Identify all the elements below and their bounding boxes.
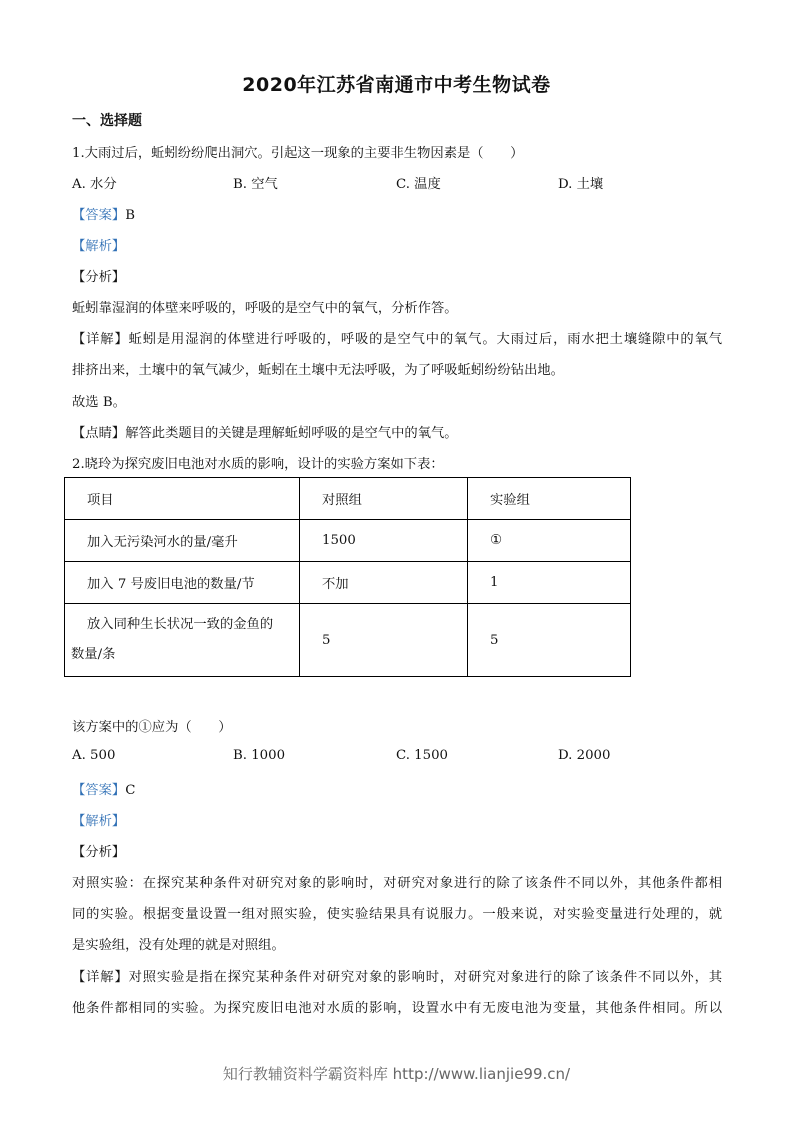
table-cell (65, 604, 300, 677)
tip-text: 解答此类题目的关键是理解蚯蚓呼吸的是空气中的氧气。 (125, 426, 458, 441)
q1-option-d: D. 土壤 (558, 177, 604, 192)
q1-answer (72, 204, 135, 223)
q2-detail-line-1 (72, 966, 722, 985)
q2-analysis-label: 【解析】 (72, 814, 126, 829)
q2-question: 该方案中的①应为（ ） (72, 720, 232, 735)
q2-fenxi-line-2: 同的实验。根据变量设置一组对照实验，使实验结果具有说服力。一般来说，对实验变量进行处理的，就 (72, 907, 722, 922)
q1-detail-line-2: 排挤出来，土壤中的氧气减少，蚯蚓在土壤中无法呼吸，为了呼吸蚯蚓纷纷钻出地。 (72, 363, 564, 378)
detail-text: 对照实验是指在探究某种条件对研究对象的影响时，对研究对象进行的除了该条件不同以外，其 (128, 970, 723, 985)
q1-fenxi-label: 【分析】 (72, 270, 126, 285)
table-row (65, 520, 631, 562)
q2-option-b: B. 1000 (233, 748, 286, 763)
table-cell: 5 (468, 604, 631, 677)
q1-choose: 故选 B。 (72, 395, 126, 410)
experiment-table (64, 477, 631, 677)
table-cell: 不加 (300, 562, 468, 604)
table-cell: ① (468, 520, 631, 562)
answer-label: 【答案】 (72, 783, 126, 798)
table-header-cell: 项目 (65, 478, 300, 520)
table-header-row (65, 478, 631, 520)
page-title: 2020年江苏省南通市中考生物试卷 (242, 74, 551, 96)
table-cell: 1 (468, 562, 631, 604)
table-row (65, 604, 631, 677)
table-cell-line: 数量/条 (71, 647, 116, 662)
q1-tip (72, 422, 458, 441)
table-cell: 1500 (300, 520, 468, 562)
table-row (65, 562, 631, 604)
q2-answer (72, 779, 135, 798)
q1-fenxi-text: 蚯蚓靠湿润的体壁来呼吸的，呼吸的是空气中的氧气，分析作答。 (72, 301, 458, 316)
footer-watermark: 知行教辅资料学霸资料库 http://www.lianjie99.cn/ (222, 1065, 571, 1083)
q2-option-c: C. 1500 (396, 748, 448, 763)
table-cell-line: 放入同种生长状况一致的金鱼的 (87, 617, 274, 632)
table-header-cell: 实验组 (468, 478, 631, 520)
answer-label: 【答案】 (72, 208, 126, 223)
q1-option-b: B. 空气 (233, 177, 278, 192)
section-heading: 一、选择题 (72, 113, 142, 129)
table-cell: 加入无污染河水的量/毫升 (65, 520, 300, 562)
table-header-cell: 对照组 (300, 478, 468, 520)
q2-option-d: D. 2000 (558, 748, 611, 763)
answer-value: C (125, 783, 136, 798)
q1-detail-line-1 (72, 328, 722, 347)
q2-option-a: A. 500 (72, 748, 116, 763)
detail-label: 【详解】 (72, 332, 129, 347)
q2-fenxi-line-3: 是实验组，没有处理的就是对照组。 (72, 938, 285, 953)
q1-option-c: C. 温度 (396, 177, 441, 192)
detail-label: 【详解】 (72, 970, 129, 985)
q2-stem: 2.晓玲为探究废旧电池对水质的影响，设计的实验方案如下表： (72, 457, 444, 472)
q2-detail-line-2: 他条件都相同的实验。为探究废旧电池对水质的影响，设置水中有无废电池为变量，其他条件相同。所以 (72, 1001, 722, 1016)
q1-analysis-label: 【解析】 (72, 239, 126, 254)
detail-text: 蚯蚓是用湿润的体壁进行呼吸的，呼吸的是空气中的氧气。大雨过后，雨水把土壤缝隙中的氧气 (128, 332, 723, 347)
answer-value: B (125, 208, 135, 223)
q1-option-a: A. 水分 (72, 177, 117, 192)
tip-label: 【点睛】 (72, 426, 126, 441)
q2-fenxi-line-1: 对照实验：在探究某种条件对研究对象的影响时，对研究对象进行的除了该条件不同以外，其他条件都相 (72, 876, 722, 891)
table-cell: 加入 7 号废旧电池的数量/节 (65, 562, 300, 604)
q2-fenxi-label: 【分析】 (72, 845, 126, 860)
q1-stem: 1.大雨过后，蚯蚓纷纷爬出洞穴。引起这一现象的主要非生物因素是（ ） (72, 146, 524, 161)
table-cell: 5 (300, 604, 468, 677)
